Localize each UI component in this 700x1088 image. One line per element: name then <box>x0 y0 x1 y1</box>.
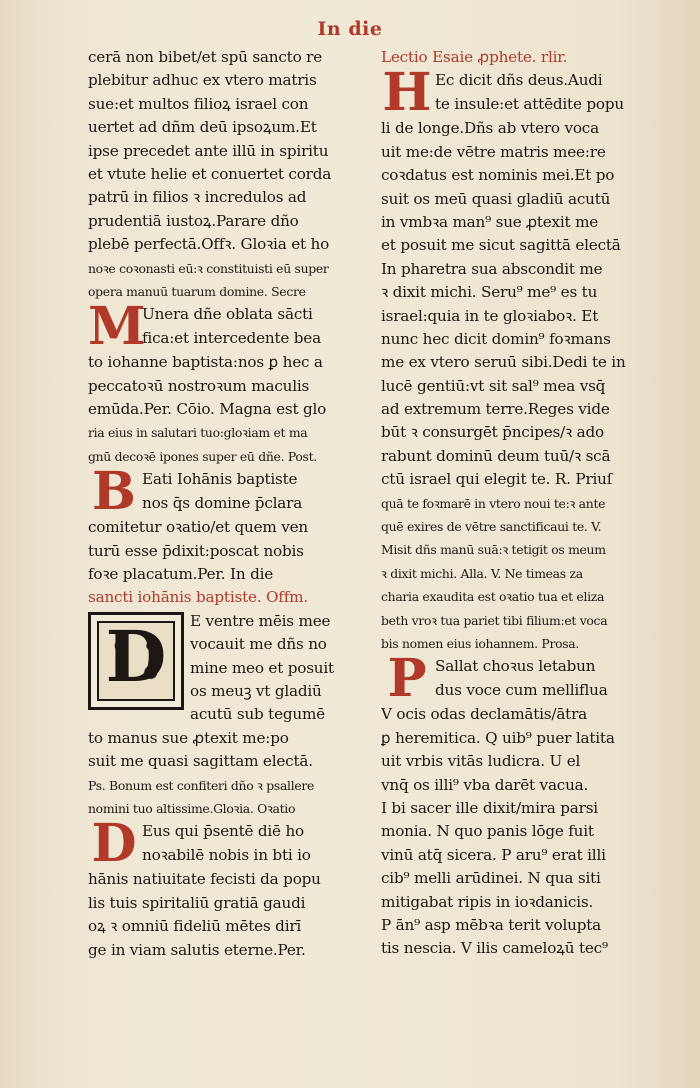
initial-m-block <box>88 296 358 358</box>
initial-b-block <box>88 461 358 523</box>
text-line: turū esse p̄dixit:poscat nobis <box>88 541 304 560</box>
text-line: uertet ad dñm deū ipsoꝝum.Et <box>88 118 317 137</box>
text-line: dus voce cum melliflua <box>435 680 608 699</box>
text-line: Ps. Bonum est confiteri dño ꝛ psallere <box>88 777 315 793</box>
text-line: Unera dñe oblata sācti <box>142 305 313 324</box>
text-line: oꝝ ꝛ omniū fideliū mētes dirī <box>88 917 302 936</box>
text-line: me ex vtero seruū sibi.Dedi te in <box>381 353 626 372</box>
text-line: bis nomen eius iohannem. Prosa. <box>381 635 580 651</box>
initial-letter-p: P <box>387 648 427 710</box>
text-line: li de longe.Dñs ab vtero voca <box>381 119 599 138</box>
text-line: Eati Iohānis baptiste <box>142 470 298 489</box>
text-line: mine meo et posuit <box>190 658 334 677</box>
text-line: V ocis odas declamātis/ātra <box>381 705 587 724</box>
text-line: nos q̄s domine p̄clara <box>142 493 303 512</box>
text-line: israel:quia in te gloꝛiaboꝛ. Et <box>381 306 599 325</box>
text-line: os meuꝫ vt gladiū <box>190 681 322 700</box>
text-line: et posuit me sicut sagittā electā <box>381 236 621 255</box>
initial-h-block <box>381 62 651 124</box>
text-line: cerā non bibet/et spū sancto re <box>88 48 322 66</box>
text-line: P ān⁹ asp mēbꝛa terit volupta <box>381 915 601 934</box>
initial-letter-h: H <box>382 62 432 124</box>
text-line: ꝛ dixit michi. Seru⁹ me⁹ es tu <box>381 283 598 302</box>
text-line: ria eius in salutari tuo:gloꝛiam et ma <box>88 425 308 441</box>
text-line: In pharetra sua abscondit me <box>381 259 603 278</box>
right-column <box>381 46 651 961</box>
text-line: emūda.Per. Cōio. Magna est glo <box>88 400 327 419</box>
text-line: fica:et intercedente bea <box>142 328 321 347</box>
text-line: foꝛe placatum.Per. In die <box>88 565 274 584</box>
left-block-d <box>88 727 358 821</box>
text-line: comitetur oꝛatio/et quem ven <box>88 518 308 537</box>
text-line: charia exaudita est oꝛatio tua et eliza <box>381 589 605 605</box>
woodcut-block <box>88 610 358 727</box>
text-line: Eus qui p̄sentē diē ho <box>142 822 305 841</box>
text-line: noꝛe coꝛonasti eū:ꝛ constituisti eū super <box>88 260 329 276</box>
initial-letter-d: D <box>91 813 137 875</box>
text-line: ꝑ heremitica. Q uib⁹ puer latita <box>381 728 615 747</box>
text-line: te insule:et attēdite popu <box>435 94 624 113</box>
text-line: patrū in filios ꝛ incredulos ad <box>88 188 307 207</box>
text-line: uit me:de vētre matris mee:re <box>381 142 606 161</box>
text-line: noꝛabilē nobis in bti io <box>142 845 311 864</box>
initial-p-block <box>381 648 651 710</box>
text-line: ctū israel qui elegit te. R. Priuſ <box>381 470 613 489</box>
text-line: opera manuū tuarum domine. Secre <box>88 283 306 299</box>
text-line: nunc hec dicit domin⁹ foꝛmans <box>381 329 611 348</box>
text-line: in vmbꝛa man⁹ sue ꝓtexit me <box>381 212 599 231</box>
text-line: hānis natiuitate fecisti da popu <box>88 870 321 889</box>
left-block-a <box>88 46 358 303</box>
text-line: plebē perfectā.Offꝛ. Gloꝛia et ho <box>88 235 330 254</box>
rubric-line: sancti iohānis baptiste. Offm. <box>88 588 308 607</box>
text-line: beth vroꝛ tua pariet tibi filium:et voca <box>381 612 608 628</box>
text-line: Sallat choꝛus letabun <box>435 657 596 676</box>
text-line: to iohanne baptista:nos ꝑ hec a <box>88 353 323 372</box>
lectio-heading: Lectio Esaie ꝓphete. rlir. <box>381 48 568 66</box>
text-line: quē exires de vētre sanctificaui te. V. <box>381 519 602 535</box>
text-line: vocauit me dñs no <box>190 635 327 654</box>
text-line: suit me quasi sagittam electā. <box>88 752 313 771</box>
text-line: coꝛdatus est nominis mei.Et po <box>381 166 615 185</box>
text-line: ad extremum terre.Reges vide <box>381 400 610 419</box>
text-line: rabunt dominū deum tuū/ꝛ scā <box>381 446 611 465</box>
text-line: mitigabat ripis in ioꝛdanicis. <box>381 892 594 911</box>
text-line: Ec dicit dñs deus.Audi <box>435 71 603 90</box>
text-line: monia. N quo panis lōge fuit <box>381 822 594 841</box>
text-line: ge in viam salutis eterne.Per. <box>88 940 306 959</box>
text-line: būt ꝛ consurgēt p̄ncipes/ꝛ ado <box>381 423 605 442</box>
text-line: vnq̄ os illi⁹ vba darēt vacua. <box>381 775 589 794</box>
text-line: ꝛ dixit michi. Alla. V. Ne timeas za <box>381 565 583 581</box>
woodcut-letter: D <box>105 614 167 698</box>
initial-letter-b: B <box>92 461 136 523</box>
text-line: quā te foꝛmarē in vtero noui te:ꝛ ante <box>381 495 606 511</box>
text-line: uit vrbis vitās ludicra. U el <box>381 752 581 771</box>
text-line: lucē gentiū:vt sit sal⁹ mea vsq̄ <box>381 376 606 395</box>
text-line: tis nescia. V ilis cameloꝝū tec⁹ <box>381 939 608 958</box>
right-block-c <box>381 703 651 960</box>
text-line: ipse precedet ante illū in spiritu <box>88 141 329 160</box>
running-head: In die <box>317 18 383 40</box>
text-line: sue:et multos filioꝝ israel con <box>88 94 309 113</box>
text-line: et vtute helie et conuertet corda <box>88 164 332 183</box>
left-block-c <box>88 516 358 610</box>
text-line: Misit dñs manū suā:ꝛ tetigit os meum <box>381 542 606 558</box>
text-line: vinū atq̄ sicera. P aru⁹ erat illi <box>381 845 606 864</box>
text-line: E ventre mēis mee <box>190 611 331 630</box>
text-line: cib⁹ melli arūdinei. N qua siti <box>381 869 601 888</box>
text-line: suit os meū quasi gladiū acutū <box>381 189 611 208</box>
text-line: I bi sacer ille dixit/mira parsi <box>381 798 598 817</box>
text-line: peccatoꝛū nostroꝛum maculis <box>88 376 310 395</box>
initial-d-block <box>88 813 358 875</box>
woodcut-initial-d <box>88 612 184 710</box>
text-line: to manus sue ꝓtexit me:po <box>88 728 289 747</box>
right-block-b <box>381 117 651 655</box>
text-line: acutū sub tegumē <box>190 705 325 724</box>
text-line: lis tuis spiritaliū gratiā gaudi <box>88 893 306 912</box>
left-column <box>88 46 358 962</box>
text-line: nomini tuo altissime.Gloꝛia. Oꝛatio <box>88 800 296 816</box>
initial-letter-m: M <box>88 296 146 358</box>
text-line: prudentiā iustoꝝ.Parare dño <box>88 211 299 230</box>
text-line: gnū decoꝛē ipones super eū dñe. Post. <box>88 448 317 464</box>
text-line: plebitur adhuc ex vtero matris <box>88 71 317 90</box>
left-block-e <box>88 868 358 962</box>
left-block-b <box>88 351 358 468</box>
